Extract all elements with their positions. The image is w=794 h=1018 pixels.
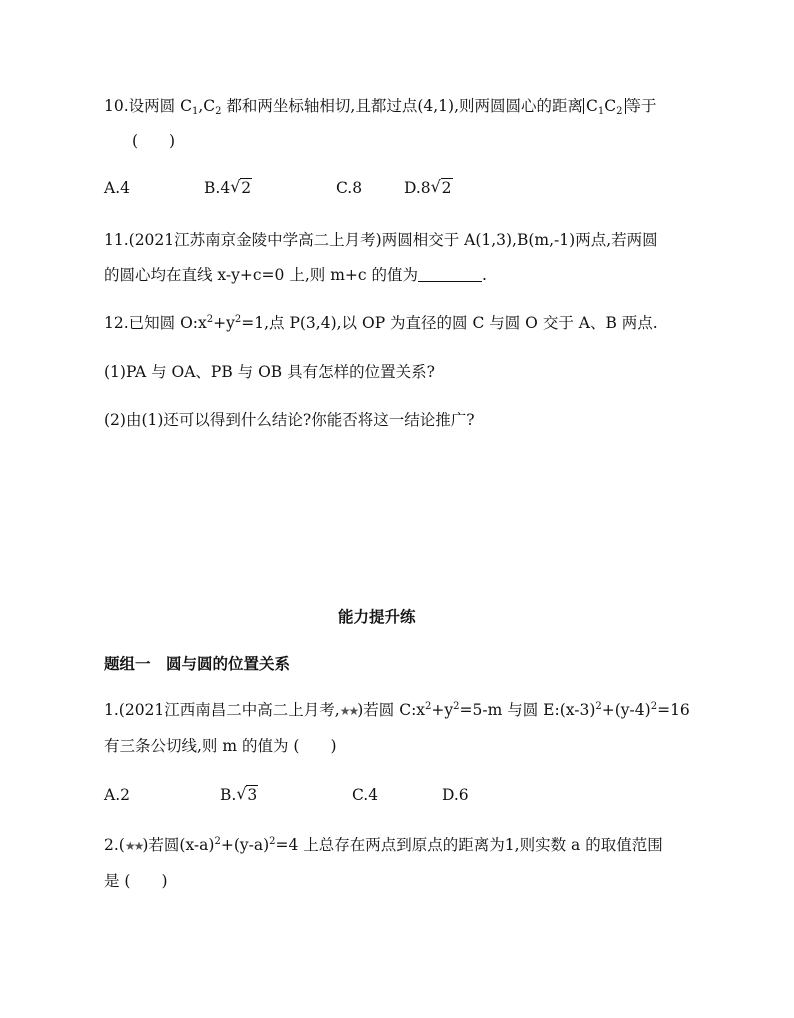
p1-stem-line1: 1.(2021江西南昌二中高二上月考,★★)若圆 $C:x^2+y^2=5-m$ 与圆 $E:(x-3)^2+(y-4)^2=16$ <box>104 701 690 719</box>
section-title: 能力提升练 <box>338 607 416 626</box>
q10-stem-line1: 10.设两圆 $C_1,C_2$ 都和两坐标轴相切,且都过点(4,1),则两圆圆心的距离 $C_1C_2$ 等于 <box>104 97 657 117</box>
q10-option-d: D.8√ 2 <box>404 178 453 198</box>
difficulty-stars-icon: ★★ <box>124 839 143 853</box>
difficulty-stars-icon: ★★ <box>339 704 358 718</box>
q12-stem: 12.已知圆 $O:x^2+y^2=1$,点 P(3,4),以 OP 为直径的圆 C 与圆 O 交于 A、B 两点. <box>104 314 658 332</box>
q10-option-a: A.4 <box>104 179 130 197</box>
p1-stem-line2: 有三条公切线,则 m 的值为 ( ) <box>104 737 337 755</box>
q12-part-2: (2)由(1)还可以得到什么结论?你能否将这一结论推广? <box>104 411 475 429</box>
q10-paren: ( ) <box>132 132 176 150</box>
group-heading: 题组一 圆与圆的位置关系 <box>104 654 291 673</box>
q11-stem-line1: 11.(2021江苏南京金陵中学高二上月考)两圆相交于 A(1,3),B(m,-1)两点,若两圆 <box>104 231 658 249</box>
p1-option-a: A.2 <box>104 786 130 804</box>
p1-option-d: D.6 <box>442 786 469 804</box>
q12-part-1: (1)PA 与 OA、PB 与 OB 具有怎样的位置关系? <box>104 363 435 381</box>
p2-stem-line2: 是 ( ) <box>104 872 168 890</box>
q10-abs-distance: $C_1C_2$ <box>583 98 626 114</box>
p2-stem-line1: 2.(★★)若圆$(x-a)^2+(y-a)^2=4$ 上总存在两点到原点的距离为1,则实数 a 的取值范围 <box>104 836 663 854</box>
q11-stem-line2: 的圆心均在直线 x-y+c=0 上,则 m+c 的值为 . <box>104 266 487 284</box>
q10-option-b: B.4√ 2 <box>204 178 252 198</box>
p1-option-c: C.4 <box>352 786 379 804</box>
q11-answer-blank <box>418 267 482 282</box>
q10-option-c: C.8 <box>336 179 363 197</box>
p1-option-b: B.√ 3 <box>220 785 258 805</box>
